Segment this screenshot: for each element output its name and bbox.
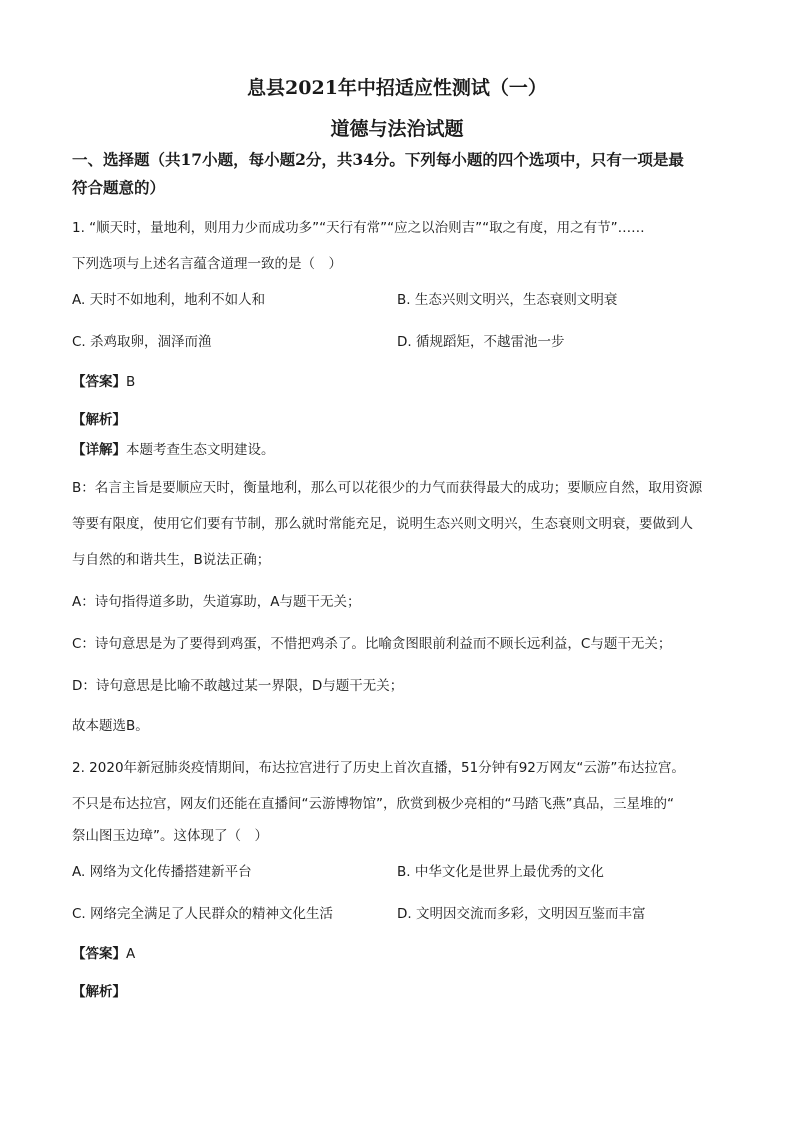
q1-explanation-b-line2: 等要有限度，使用它们要有节制，那么就时常能充足，说明生态兴则文明兴，生态衰则文明衰，要做到人: [72, 516, 693, 532]
q1-answer: [72, 372, 732, 392]
section-header: [72, 146, 732, 202]
q1-explanation-b-line1: B：名言主旨是要顺应天时，衡量地利，那么可以花很少的力气而获得最大的成功；要顺应自然，取用资源: [72, 480, 703, 496]
section-header-line2: 符合题意的）: [72, 178, 166, 197]
q2-stem-line2: 不只是布达拉宫，网友们还能在直播间“云游博物馆”，欣赏到极少亮相的“马踏飞燕”真品，三星堆的“: [72, 796, 674, 812]
q1-option-c: C. 杀鸡取卵，涸泽而渔: [72, 334, 212, 350]
q2-answer: [72, 944, 732, 964]
q1-answer-value: B: [126, 374, 136, 390]
q2-answer-value: A: [126, 946, 136, 962]
q2-option-c: C. 网络完全满足了人民群众的精神文化生活: [72, 906, 334, 922]
q1-option-a: A. 天时不如地利，地利不如人和: [72, 292, 266, 308]
q1-analysis-label: 【解析】: [72, 412, 126, 428]
q1-option-d: D. 循规蹈矩，不越雷池一步: [397, 334, 565, 350]
q2-analysis-label: 【解析】: [72, 984, 126, 1000]
q1-explanation-b-line3: 与自然的和谐共生，B说法正确；: [72, 552, 271, 568]
q1-explanation-a: A：诗句指得道多助，失道寡助，A与题干无关；: [72, 594, 361, 610]
page-subtitle: 道德与法治试题: [330, 118, 464, 140]
q2-answer-label: 【答案】: [72, 946, 126, 962]
section-header-line1: 一、选择题（共17小题，每小题2分，共34分。下列每小题的四个选项中，只有一项是最: [72, 150, 684, 169]
q1-stem-line2: 下列选项与上述名言蕴含道理一致的是（ ）: [72, 256, 342, 272]
q2-option-a: A. 网络为文化传播搭建新平台: [72, 864, 252, 880]
q2-option-b: B. 中华文化是世界上最优秀的文化: [397, 864, 604, 880]
q1-detail: [72, 440, 732, 460]
page-title: 息县2021年中招适应性测试（一）: [247, 77, 547, 99]
q1-option-b: B. 生态兴则文明兴，生态衰则文明衰: [397, 292, 618, 308]
q1-stem-line1: 1. “顺天时，量地利，则用力少而成功多”“天行有常”“应之以治则吉”“取之有度，用之有节”……: [72, 220, 645, 236]
q1-answer-label: 【答案】: [72, 374, 126, 390]
q2-stem-line1: 2. 2020年新冠肺炎疫情期间，布达拉宫进行了历史上首次直播，51分钟有92万网友“云游”布达拉宫。: [72, 760, 685, 776]
q2-option-d: D. 文明因交流而多彩，文明因互鉴而丰富: [397, 906, 646, 922]
q1-detail-label: 【详解】: [72, 442, 126, 458]
q1-explanation-d: D：诗句意思是比喻不敢越过某一界限，D与题干无关；: [72, 678, 404, 694]
q1-conclusion: 故本题选B。: [72, 718, 149, 734]
q1-explanation-c: C：诗句意思是为了要得到鸡蛋，不惜把鸡杀了。比喻贪图眼前利益而不顾长远利益，C与题干无关；: [72, 636, 672, 652]
q2-stem-line3: 祭山图玉边璋”。这体现了（ ）: [72, 828, 268, 844]
q1-detail-text: 本题考查生态文明建设。: [126, 442, 275, 458]
